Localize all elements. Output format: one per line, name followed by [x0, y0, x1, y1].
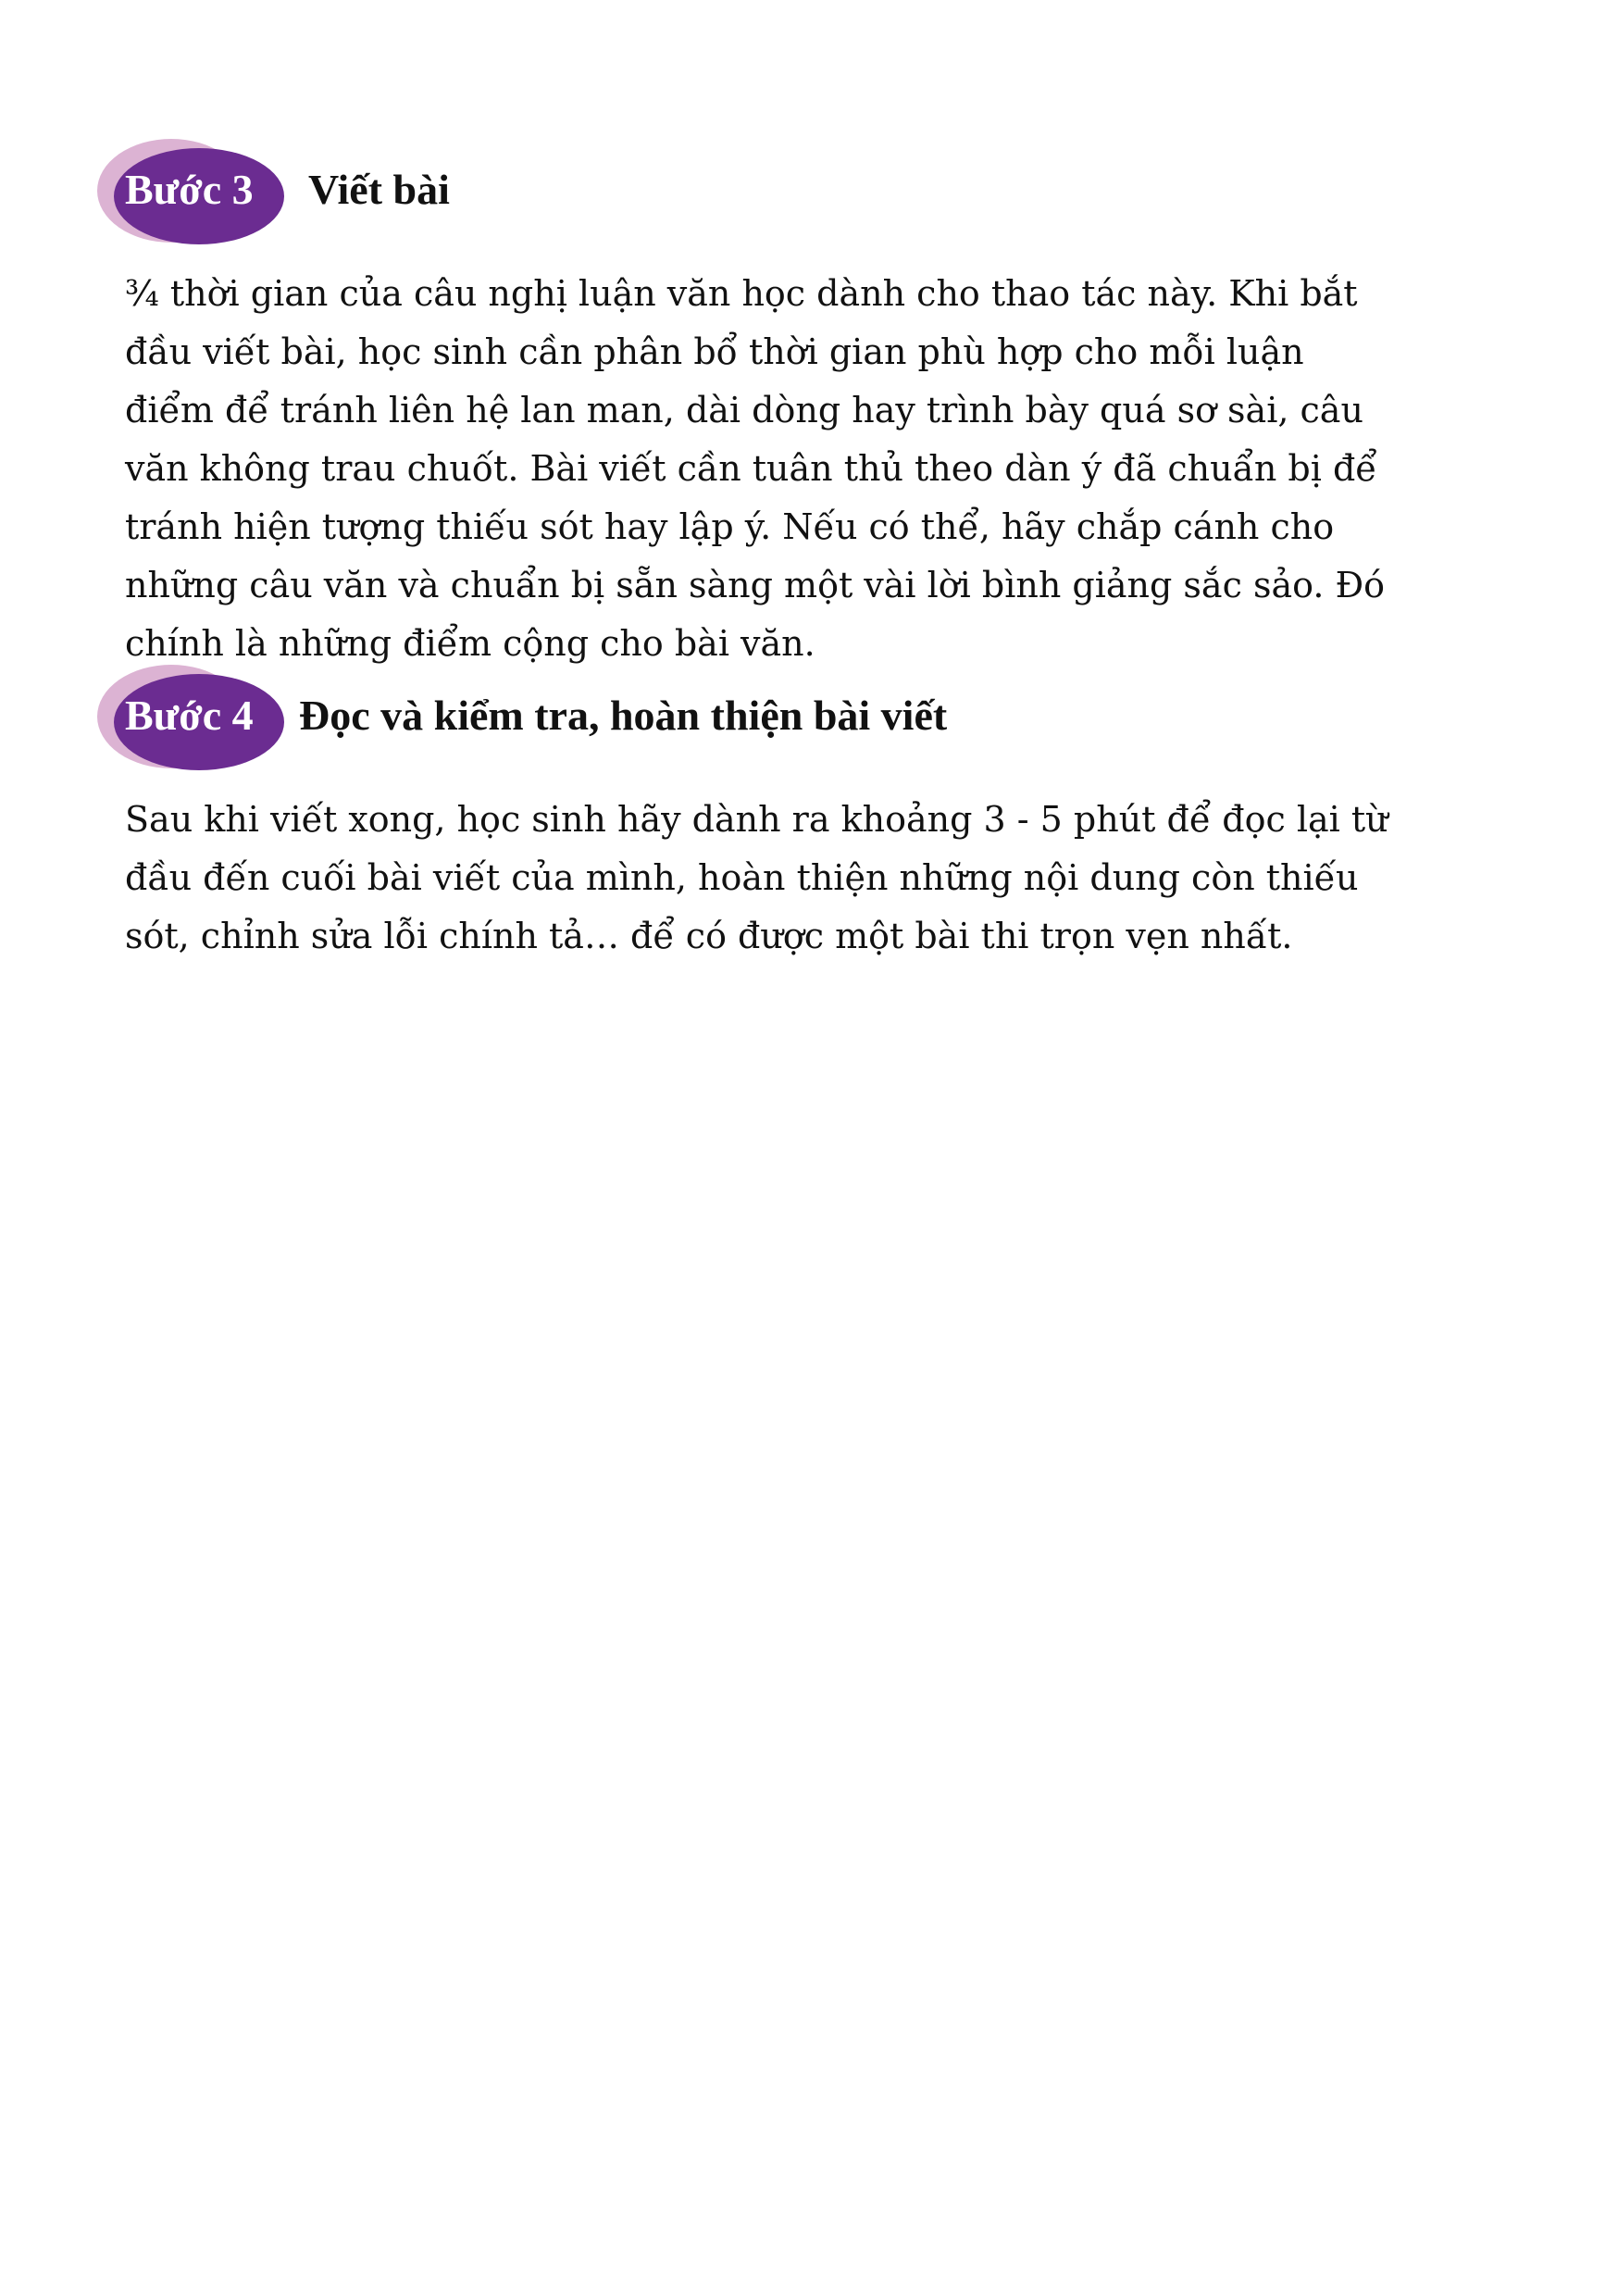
step-4-badge-label: Bước 4	[125, 692, 254, 739]
step-3-paragraph	[125, 265, 1513, 673]
paragraph-line: sót, chỉnh sửa lỗi chính tả… để có được một bài thi trọn vẹn nhất.	[125, 916, 1293, 956]
paragraph-line: đầu đến cuối bài viết của mình, hoàn thiện những nội dung còn thiếu	[125, 857, 1359, 898]
step-3-header	[97, 139, 1541, 248]
paragraph-line: chính là những điểm cộng cho bài văn.	[125, 623, 815, 664]
step-4-header	[97, 665, 1541, 774]
step-3-badge-label: Bước 3	[125, 166, 254, 213]
paragraph-line: Sau khi viết xong, học sinh hãy dành ra khoảng 3 - 5 phút để đọc lại từ	[125, 799, 1388, 840]
step-4-section	[97, 665, 1541, 966]
paragraph-line: đầu viết bài, học sinh cần phân bổ thời gian phù hợp cho mỗi luận	[125, 331, 1304, 372]
paragraph-line: tránh hiện tượng thiếu sót hay lập ý. Nếu có thể, hãy chắp cánh cho	[125, 506, 1335, 547]
paragraph-line: điểm để tránh liên hệ lan man, dài dòng hay trình bày quá sơ sài, câu	[125, 390, 1363, 430]
paragraph-line: văn không trau chuốt. Bài viết cần tuân thủ theo dàn ý đã chuẩn bị để	[125, 448, 1377, 489]
paragraph-line: ¾ thời gian của câu nghị luận văn học dành cho thao tác này. Khi bắt	[125, 273, 1358, 314]
step-3-section	[97, 139, 1541, 673]
step-4-title: Đọc và kiểm tra, hoàn thiện bài viết	[299, 692, 948, 739]
paragraph-line: những câu văn và chuẩn bị sẵn sàng một vài lời bình giảng sắc sảo. Đó	[125, 565, 1386, 605]
step-3-title: Viết bài	[308, 166, 450, 213]
step-4-paragraph	[125, 791, 1513, 966]
